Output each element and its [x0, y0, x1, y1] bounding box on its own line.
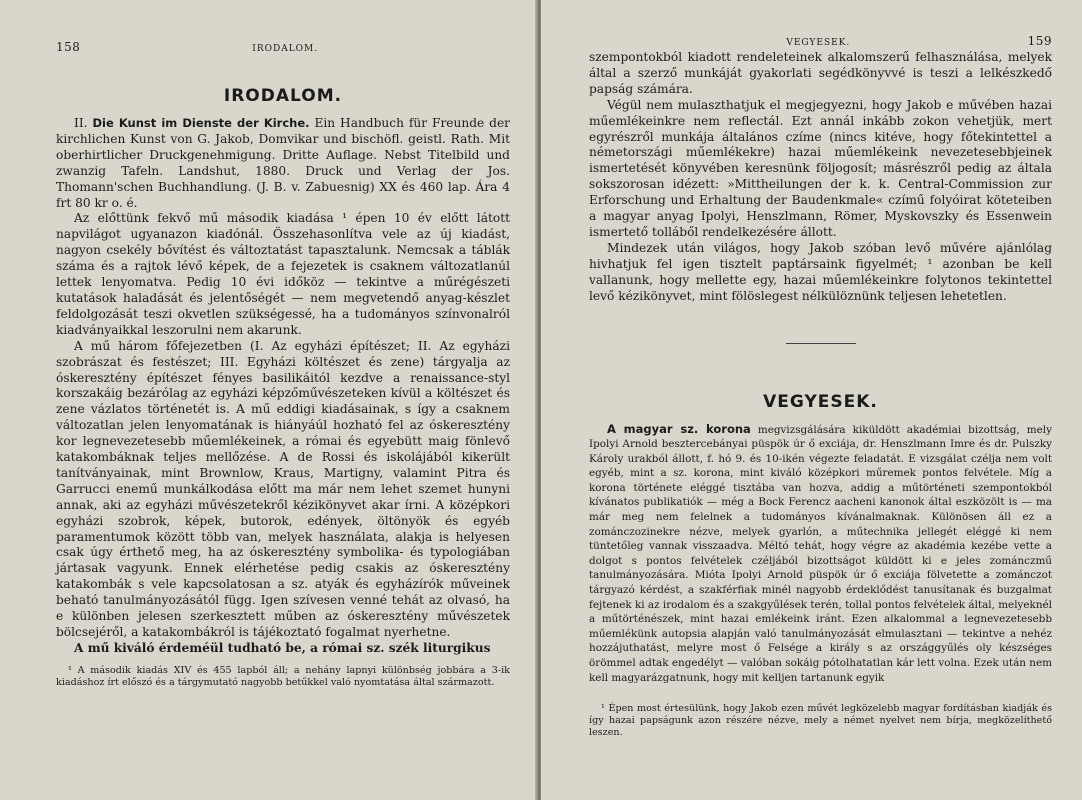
page-number: 159: [1027, 34, 1052, 48]
left-page: [0, 0, 538, 800]
entry-paragraph: [56, 116, 510, 211]
paragraph: szempontokból kiadott rendeleteinek alkalomszerű felhasználása, melyek által a szerző munkáját gyakorlati segédkönyvvé is teszi a lelkészkedő papság számára.: [589, 50, 1052, 96]
page-number: 158: [56, 40, 81, 54]
section-title: IRODALOM.: [223, 86, 343, 106]
paragraph: Végül nem mulaszthatjuk el megjegyezni, hogy Jakob e művében hazai műemlékeinkre nem reflectál. Ezt annál inkább zokon vehetjük, mert egyrészről munkája általános czíme (nincs kitéve, hogy főtekintettel a németországi műemlékekre) hazai műemlékeink nevezetesebbjeinek ismertetését könyvében keresnünk följogosít; másrészről pedig az általa sokszorosan idézett: »Mittheilungen der k. k. Central-Commission zur Erforschung und Erhaltung der Baudenkmale« czímű folyóirat köteteiben a magyar anyag Ipolyi, Henszlmann, Römer, Myskovszky és Essenwein ismertető tolláből rendelkezésére állott.: [589, 97, 1052, 239]
entry-title: Die Kunst im Dienste der Kirche.: [92, 116, 310, 130]
news-text: megvizsgálására kiküldött akadémiai bizottság, mely Ipolyi Arnold besztercebányai püspök úr ő exciája, dr. Henszlmann Imre és dr. Pulszky Károly urakból állott, f. hó 9. és 10-ikén végezte feladatát. E vizsgálat czélja nem volt egyéb, mint a sz. korona, mint kiváló középkori műremek pontos felvétele. Míg a korona története eléggé tisztába van hozva, addig a műtörténeti szempontokból kívánatos publikatiók — még a Bock Ferencz aacheni kanonok által eszközölt is — ma már meg nem felelnek a tudományos kívánalmaknak. Különösen áll ez a zománczozinekre nézve, melyek gyarlón, a műtechnika jellegét eléggé ki nem tüntetőleg vannak visszaadva. Méltó tehát, hogy végre az akadémia kezébe vette a dolgot s pontos felvételek czéljából bizottságot küldött ki e jeles zománczmű tanulmányozására. Mióta Ipolyi Arnold püspök úr ő exciája fölvetette a zománczot tárgyazó kérdést, a szakférfiak minél nagyobb érdeklődést tanusítanak és buzgalmat fejtenek ki az irodalom és a szakgyűlések terén, tollal pontos felvételek által, melyeknél a műtörténészek, mint hazai emlékeink iránt. Ezen alkalommal a legnevezetesebb műemlékünk autopsia alapján való tanulmányozását elmulasztani — tekintve a nehéz hozzájuthatást, melyre most ő Felsége a király s az országgyűlés oly készséges örömmel adtak engedélyt — valóban sokáig pótolhatatlan kár lett volna. Ezek után nem kell magyarázgatnunk, hogy mit kelljen tartanunk egyik: [589, 423, 1053, 684]
paragraph: A mű három főfejezetben (I. Az egyházi építészet; II. Az egyházi szobrászat és festészet; III. Egyházi költészet és zene) tárgyalja az óskeresztény építészet fényes basilikáitól kezdve a renaissance-styl korszakáig bezárólag az egyházi képzőművészeteken kívül a költészet és zene vázlatos történetét is. A mű eddigi kiadásainak, s így a csaknem változatlan jelen lenyomatának is hiányáúl hozható fel az óskeresztény kor legnevezetesebb műemlékeinek, a római és egyebütt maig fönlevő katakombáknak teljes mellőzése. A de Rossi és iskolájából kikerült tanítványainak, mint Brownlow, Kraus, Martigny, valamint Pitra és Garrucci enemű munkálkodása előtt ma már nem lehet szemet hunyni annak, aki az egyházi művészetekről kézikönyvet akar írni. A középkori egyházi szobrok, képek, butorok, edények, öltönyök és egyéb paramentumok között több van, melyek használata, alakja is helyesen csak úgy érthető meg, ha az óskeresztény symbolika- és typologiában jártasak vagyunk. Ennek elérhetése pedig csakis az óskeresztény katakombák s vele kapcsolatosan a sz. atyák és egyházírók műveinek beható tanulmányozásától függ. Igen szívesen venné tehát az olvasó, ha e különben jelesen szerkesztett műben az óskeresztény művészetek bölcsejéről, a katakombákról is tájékoztató fogalmat nyerhetne.: [56, 338, 510, 639]
paragraph: A mű kiváló érdeméül tudható be, a római sz. szék liturgikus: [74, 640, 491, 655]
running-title: IRODALOM.: [252, 44, 319, 54]
section-title: VEGYESEK.: [763, 391, 878, 412]
paragraph: Mindezek után világos, hogy Jakob szóban levő művére ajánlólag hivhatjuk fel igen tisztelt paptársaink figyelmét; ¹ azonban be kell vallanunk, hogy mellette egy, hazai műemlékeinkre folytonos tekintettel levő kézikönyvet, mint fölöslegest nélkülöznünk teljesen lehetetlen.: [589, 240, 1052, 303]
right-running-head: [589, 34, 1052, 50]
running-title: VEGYESEK.: [786, 38, 851, 48]
footnote: ¹ Épen most értesülünk, hogy Jakob ezen művét legközelebb magyar fordításban kiadják és így hazai papságunk azon részére nézve, mely a német nyelvet nem bírja, megközelíthető leszen.: [589, 703, 1052, 739]
right-page: [541, 0, 1082, 800]
paragraph: Az előttünk fekvő mű második kiadása ¹ épen 10 év előtt látott napvilágot ugyanazon kiadónál. Összehasonlítva vele az új kiadást, nagyon csekély bővítést és változtatást tapasztalunk. Nemcsak a táblák száma és a rajtok lévő képek, de a fejezetek is csaknem változatlanúl lettek lenyomatva. Pedig 10 évi időköz — tekintve a műrégészeti kutatások haladását és jelentőségét — nem megvetendő anyag-készlet feldolgozását teszi okvetlen szükségessé, ha a tudományos színvonalról kiadványaikkal leszorulni nem akarunk.: [56, 211, 510, 337]
footnote: ¹ A második kiadás XIV és 455 lapból áll; a nehány lapnyi különbség jobbára a 3-ik kiadáshoz írt előszó és a tárgymutató nagyobb betűkkel való nyomtatása által származott.: [56, 664, 510, 688]
entry-lead: II.: [74, 116, 88, 130]
left-running-head: [56, 40, 510, 56]
news-lead: A magyar sz. korona: [607, 421, 751, 436]
news-paragraph: [589, 422, 1052, 686]
separator-rule: [786, 343, 856, 344]
entry-citation: Ein Handbuch für Freunde der kirchlichen Kunst von G. Jakob, Domvikar und bischöfl. geistl. Rath. Mit oberhirtlicher Druckgenehmigung. Dritte Auflage. Nebst Titelbild und zwanzig Tafeln. Landshut, 1880. Druck und Verlag der Jos. Thomann'schen Buchhandlung. (J. B. v. Zabuesnig) XX és 460 lap. Ára 4 frt 80 kr o. é.: [56, 116, 511, 210]
